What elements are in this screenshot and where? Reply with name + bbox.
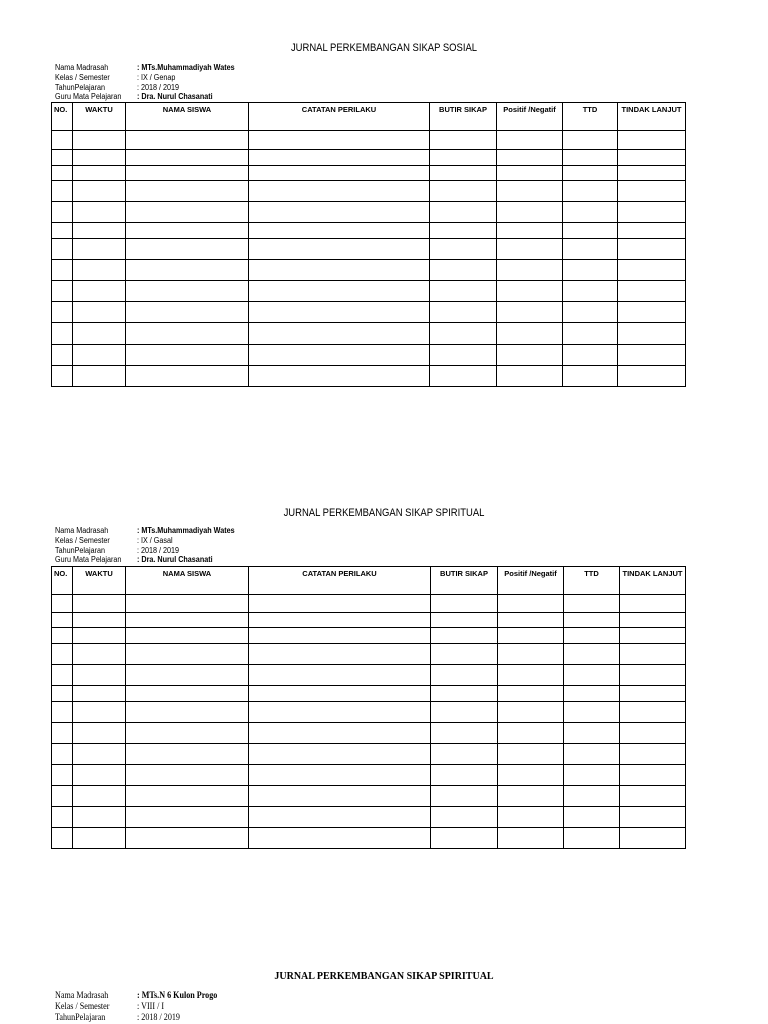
table-cell bbox=[618, 131, 686, 150]
journal-table bbox=[51, 102, 686, 387]
table-cell bbox=[52, 786, 73, 807]
col-header-catatan-perilaku: CATATAN PERILAKU bbox=[249, 103, 430, 131]
table-cell bbox=[73, 828, 126, 849]
table-cell bbox=[618, 345, 686, 366]
table-cell bbox=[126, 807, 249, 828]
table-cell bbox=[249, 702, 431, 723]
table-cell bbox=[620, 744, 686, 765]
table-cell bbox=[498, 628, 564, 644]
table-cell bbox=[431, 807, 498, 828]
table-cell bbox=[497, 281, 563, 302]
info-label-tahun: TahunPelajaran bbox=[55, 1012, 106, 1022]
table-cell bbox=[52, 807, 73, 828]
table-cell bbox=[431, 828, 498, 849]
info-label-kelas: Kelas / Semester bbox=[55, 72, 110, 82]
table-cell bbox=[564, 786, 620, 807]
table-cell bbox=[430, 302, 497, 323]
table-cell bbox=[73, 686, 126, 702]
table-cell bbox=[497, 302, 563, 323]
table-cell bbox=[430, 150, 497, 166]
table-cell bbox=[73, 765, 126, 786]
table-cell bbox=[126, 181, 249, 202]
table-cell bbox=[126, 613, 249, 628]
table-cell bbox=[126, 345, 249, 366]
table-cell bbox=[430, 131, 497, 150]
table-row bbox=[52, 202, 686, 223]
table-cell bbox=[620, 665, 686, 686]
table-cell bbox=[618, 302, 686, 323]
table-cell bbox=[563, 302, 618, 323]
table-cell bbox=[620, 613, 686, 628]
table-cell bbox=[126, 150, 249, 166]
table-cell bbox=[618, 166, 686, 181]
table-cell bbox=[73, 302, 126, 323]
table-cell bbox=[563, 131, 618, 150]
table-cell bbox=[431, 786, 498, 807]
table-cell bbox=[52, 765, 73, 786]
table-cell bbox=[431, 723, 498, 744]
col-header-positif-negatif: Positif /Negatif bbox=[498, 567, 564, 595]
table-cell bbox=[618, 239, 686, 260]
col-header-no: NO. bbox=[52, 103, 73, 131]
table-cell bbox=[430, 202, 497, 223]
table-cell bbox=[126, 786, 249, 807]
table-cell bbox=[430, 345, 497, 366]
table-cell bbox=[618, 366, 686, 387]
table-cell bbox=[249, 644, 431, 665]
table-cell bbox=[249, 202, 430, 223]
table-row bbox=[52, 628, 686, 644]
table-cell bbox=[126, 702, 249, 723]
table-row bbox=[52, 613, 686, 628]
table-cell bbox=[126, 744, 249, 765]
table-cell bbox=[430, 260, 497, 281]
table-cell bbox=[431, 644, 498, 665]
table-row bbox=[52, 323, 686, 345]
table-cell bbox=[430, 166, 497, 181]
table-cell bbox=[498, 686, 564, 702]
table-cell bbox=[249, 150, 430, 166]
table-cell bbox=[126, 828, 249, 849]
table-cell bbox=[564, 828, 620, 849]
info-label-guru: Guru Mata Pelajaran bbox=[55, 555, 122, 565]
table-cell bbox=[563, 366, 618, 387]
table-cell bbox=[249, 166, 430, 181]
table-cell bbox=[249, 686, 431, 702]
table-cell bbox=[563, 166, 618, 181]
table-cell bbox=[73, 323, 126, 345]
table-cell bbox=[52, 131, 73, 150]
table-cell bbox=[73, 281, 126, 302]
table-cell bbox=[497, 260, 563, 281]
table-cell bbox=[52, 181, 73, 202]
table-cell bbox=[563, 239, 618, 260]
table-cell bbox=[497, 223, 563, 239]
table-cell bbox=[498, 765, 564, 786]
table-row bbox=[52, 223, 686, 239]
table-row bbox=[52, 723, 686, 744]
table-cell bbox=[564, 807, 620, 828]
col-header-nama-siswa: NAMA SISWA bbox=[126, 567, 249, 595]
table-cell bbox=[73, 202, 126, 223]
table-row bbox=[52, 686, 686, 702]
info-label-tahun: TahunPelajaran bbox=[55, 545, 106, 555]
table-cell bbox=[498, 786, 564, 807]
table-header-row bbox=[52, 567, 686, 595]
table-cell bbox=[431, 628, 498, 644]
table-cell bbox=[52, 665, 73, 686]
table-cell bbox=[563, 345, 618, 366]
table-row bbox=[52, 166, 686, 181]
table-body bbox=[52, 595, 686, 849]
table-cell bbox=[497, 323, 563, 345]
table-cell bbox=[498, 807, 564, 828]
table-row bbox=[52, 345, 686, 366]
table-cell bbox=[249, 744, 431, 765]
table-cell bbox=[249, 786, 431, 807]
table-cell bbox=[249, 131, 430, 150]
table-cell bbox=[52, 345, 73, 366]
table-row bbox=[52, 595, 686, 613]
table-cell bbox=[249, 323, 430, 345]
info-value-kelas: : IX / Genap bbox=[137, 72, 176, 82]
table-cell bbox=[52, 260, 73, 281]
table-cell bbox=[620, 723, 686, 744]
info-label-kelas: Kelas / Semester bbox=[55, 1001, 110, 1011]
table-row bbox=[52, 644, 686, 665]
info-value-guru: : Dra. Nurul Chasanati bbox=[137, 555, 213, 565]
table-cell bbox=[73, 665, 126, 686]
info-value-guru: : Dra. Nurul Chasanati bbox=[137, 92, 213, 102]
table-cell bbox=[497, 181, 563, 202]
table-cell bbox=[430, 181, 497, 202]
table-cell bbox=[563, 223, 618, 239]
table-cell bbox=[564, 723, 620, 744]
table-row bbox=[52, 181, 686, 202]
table-body bbox=[52, 131, 686, 387]
table-cell bbox=[249, 665, 431, 686]
table-cell bbox=[249, 366, 430, 387]
table-cell bbox=[620, 786, 686, 807]
col-header-nama-siswa: NAMA SISWA bbox=[126, 103, 249, 131]
table-cell bbox=[249, 239, 430, 260]
table-cell bbox=[126, 366, 249, 387]
info-label-madrasah: Nama Madrasah bbox=[55, 63, 109, 72]
table-row bbox=[52, 366, 686, 387]
table-cell bbox=[73, 613, 126, 628]
table-cell bbox=[126, 281, 249, 302]
table-row bbox=[52, 828, 686, 849]
table-cell bbox=[498, 723, 564, 744]
table-cell bbox=[431, 613, 498, 628]
col-header-butir-sikap: BUTIR SIKAP bbox=[430, 103, 497, 131]
table-cell bbox=[52, 702, 73, 723]
table-cell bbox=[564, 644, 620, 665]
table-cell bbox=[563, 281, 618, 302]
table-cell bbox=[249, 628, 431, 644]
table-cell bbox=[52, 239, 73, 260]
table-cell bbox=[52, 628, 73, 644]
col-header-catatan-perilaku: CATATAN PERILAKU bbox=[249, 567, 431, 595]
info-label-kelas: Kelas / Semester bbox=[55, 535, 110, 545]
info-value-kelas: : IX / Gasal bbox=[137, 535, 173, 545]
table-cell bbox=[73, 150, 126, 166]
col-header-tindak-lanjut: TINDAK LANJUT bbox=[618, 103, 686, 131]
table-cell bbox=[563, 202, 618, 223]
table-cell bbox=[126, 202, 249, 223]
info-label-madrasah: Nama Madrasah bbox=[55, 990, 109, 1000]
table-cell bbox=[618, 150, 686, 166]
table-row bbox=[52, 702, 686, 723]
info-label-guru: Guru Mata Pelajaran bbox=[55, 92, 122, 102]
table-row bbox=[52, 765, 686, 786]
table-cell bbox=[430, 323, 497, 345]
table-cell bbox=[497, 345, 563, 366]
table-cell bbox=[620, 807, 686, 828]
journal-title: JURNAL PERKEMBANGAN SIKAP SPIRITUAL bbox=[283, 507, 485, 519]
table-cell bbox=[618, 181, 686, 202]
table-cell bbox=[620, 628, 686, 644]
table-row bbox=[52, 131, 686, 150]
table-row bbox=[52, 786, 686, 807]
table-cell bbox=[249, 260, 430, 281]
table-cell bbox=[52, 644, 73, 665]
table-cell bbox=[52, 828, 73, 849]
table-row bbox=[52, 807, 686, 828]
table-cell bbox=[126, 765, 249, 786]
table-header-row bbox=[52, 103, 686, 131]
table-cell bbox=[430, 223, 497, 239]
table-cell bbox=[431, 595, 498, 613]
table-cell bbox=[498, 702, 564, 723]
table-cell bbox=[52, 686, 73, 702]
table-cell bbox=[563, 181, 618, 202]
col-header-no: NO. bbox=[52, 567, 73, 595]
table-cell bbox=[73, 345, 126, 366]
table-cell bbox=[563, 323, 618, 345]
table-cell bbox=[431, 702, 498, 723]
table-cell bbox=[430, 366, 497, 387]
info-value-kelas: : VIII / I bbox=[137, 1001, 165, 1011]
table-cell bbox=[73, 239, 126, 260]
table-cell bbox=[431, 765, 498, 786]
table-cell bbox=[620, 686, 686, 702]
table-cell bbox=[498, 828, 564, 849]
table-cell bbox=[564, 686, 620, 702]
table-cell bbox=[249, 828, 431, 849]
table-cell bbox=[126, 131, 249, 150]
table-cell bbox=[497, 239, 563, 260]
table-cell bbox=[126, 628, 249, 644]
table-cell bbox=[564, 744, 620, 765]
table-row bbox=[52, 239, 686, 260]
table-cell bbox=[73, 702, 126, 723]
table-cell bbox=[620, 828, 686, 849]
table-cell bbox=[126, 644, 249, 665]
info-label-madrasah: Nama Madrasah bbox=[55, 526, 109, 535]
table-cell bbox=[564, 765, 620, 786]
table-cell bbox=[52, 302, 73, 323]
table-cell bbox=[73, 644, 126, 665]
col-header-waktu: WAKTU bbox=[73, 567, 126, 595]
table-cell bbox=[126, 239, 249, 260]
table-cell bbox=[249, 765, 431, 786]
table-cell bbox=[498, 744, 564, 765]
table-cell bbox=[73, 744, 126, 765]
table-cell bbox=[73, 131, 126, 150]
table-cell bbox=[249, 613, 431, 628]
journal-title: JURNAL PERKEMBANGAN SIKAP SOSIAL bbox=[290, 42, 478, 54]
table-cell bbox=[249, 807, 431, 828]
table-cell bbox=[618, 281, 686, 302]
table-cell bbox=[431, 665, 498, 686]
table-cell bbox=[73, 786, 126, 807]
table-cell bbox=[618, 202, 686, 223]
table-cell bbox=[52, 744, 73, 765]
table-cell bbox=[73, 807, 126, 828]
table-cell bbox=[497, 131, 563, 150]
col-header-positif-negatif: Positif /Negatif bbox=[497, 103, 563, 131]
table-cell bbox=[618, 260, 686, 281]
table-cell bbox=[618, 323, 686, 345]
table-cell bbox=[430, 281, 497, 302]
table-cell bbox=[126, 665, 249, 686]
table-row bbox=[52, 665, 686, 686]
table-cell bbox=[564, 613, 620, 628]
table-cell bbox=[564, 702, 620, 723]
table-cell bbox=[431, 744, 498, 765]
info-value-tahun: : 2018 / 2019 bbox=[137, 1012, 180, 1022]
col-header-ttd: TTD bbox=[563, 103, 618, 131]
table-cell bbox=[52, 166, 73, 181]
table-cell bbox=[564, 595, 620, 613]
table-cell bbox=[126, 166, 249, 181]
table-cell bbox=[73, 595, 126, 613]
col-header-tindak-lanjut: TINDAK LANJUT bbox=[620, 567, 686, 595]
table-cell bbox=[249, 181, 430, 202]
table-cell bbox=[52, 613, 73, 628]
table-cell bbox=[73, 723, 126, 744]
table-cell bbox=[249, 223, 430, 239]
table-cell bbox=[620, 702, 686, 723]
table-cell bbox=[126, 686, 249, 702]
table-cell bbox=[249, 281, 430, 302]
col-header-ttd: TTD bbox=[564, 567, 620, 595]
table-cell bbox=[249, 595, 431, 613]
table-cell bbox=[564, 665, 620, 686]
table-cell bbox=[126, 595, 249, 613]
journal-title: JURNAL PERKEMBANGAN SIKAP SPIRITUAL bbox=[274, 971, 494, 982]
table-cell bbox=[126, 260, 249, 281]
table-cell bbox=[498, 613, 564, 628]
table-cell bbox=[430, 239, 497, 260]
table-cell bbox=[563, 260, 618, 281]
info-value-tahun: : 2018 / 2019 bbox=[137, 545, 180, 555]
table-cell bbox=[73, 181, 126, 202]
info-value-tahun: : 2018 / 2019 bbox=[137, 82, 180, 92]
info-value-madrasah: : MTs.N 6 Kulon Progo bbox=[137, 990, 218, 1000]
journal-table bbox=[51, 566, 686, 849]
table-cell bbox=[52, 223, 73, 239]
table-cell bbox=[73, 628, 126, 644]
info-value-madrasah: : MTs.Muhammadiyah Wates bbox=[137, 63, 235, 72]
table-cell bbox=[249, 302, 430, 323]
table-cell bbox=[126, 723, 249, 744]
table-cell bbox=[498, 665, 564, 686]
table-cell bbox=[497, 202, 563, 223]
table-cell bbox=[498, 644, 564, 665]
table-cell bbox=[620, 595, 686, 613]
table-cell bbox=[564, 628, 620, 644]
table-cell bbox=[52, 323, 73, 345]
table-cell bbox=[498, 595, 564, 613]
table-cell bbox=[73, 223, 126, 239]
col-header-butir-sikap: BUTIR SIKAP bbox=[431, 567, 498, 595]
table-row bbox=[52, 744, 686, 765]
table-cell bbox=[52, 281, 73, 302]
table-cell bbox=[126, 323, 249, 345]
table-cell bbox=[52, 366, 73, 387]
table-cell bbox=[618, 223, 686, 239]
table-cell bbox=[249, 345, 430, 366]
table-cell bbox=[497, 166, 563, 181]
table-cell bbox=[52, 202, 73, 223]
table-row bbox=[52, 302, 686, 323]
table-cell bbox=[73, 260, 126, 281]
info-label-tahun: TahunPelajaran bbox=[55, 82, 106, 92]
table-cell bbox=[52, 150, 73, 166]
table-row bbox=[52, 281, 686, 302]
table-row bbox=[52, 260, 686, 281]
table-cell bbox=[126, 223, 249, 239]
table-cell bbox=[73, 166, 126, 181]
table-cell bbox=[249, 723, 431, 744]
table-cell bbox=[431, 686, 498, 702]
table-cell bbox=[52, 595, 73, 613]
table-row bbox=[52, 150, 686, 166]
table-cell bbox=[73, 366, 126, 387]
info-value-madrasah: : MTs.Muhammadiyah Wates bbox=[137, 526, 235, 535]
table-cell bbox=[620, 644, 686, 665]
table-cell bbox=[620, 765, 686, 786]
table-cell bbox=[497, 366, 563, 387]
table-cell bbox=[126, 302, 249, 323]
table-cell bbox=[563, 150, 618, 166]
table-cell bbox=[52, 723, 73, 744]
table-cell bbox=[497, 150, 563, 166]
col-header-waktu: WAKTU bbox=[73, 103, 126, 131]
